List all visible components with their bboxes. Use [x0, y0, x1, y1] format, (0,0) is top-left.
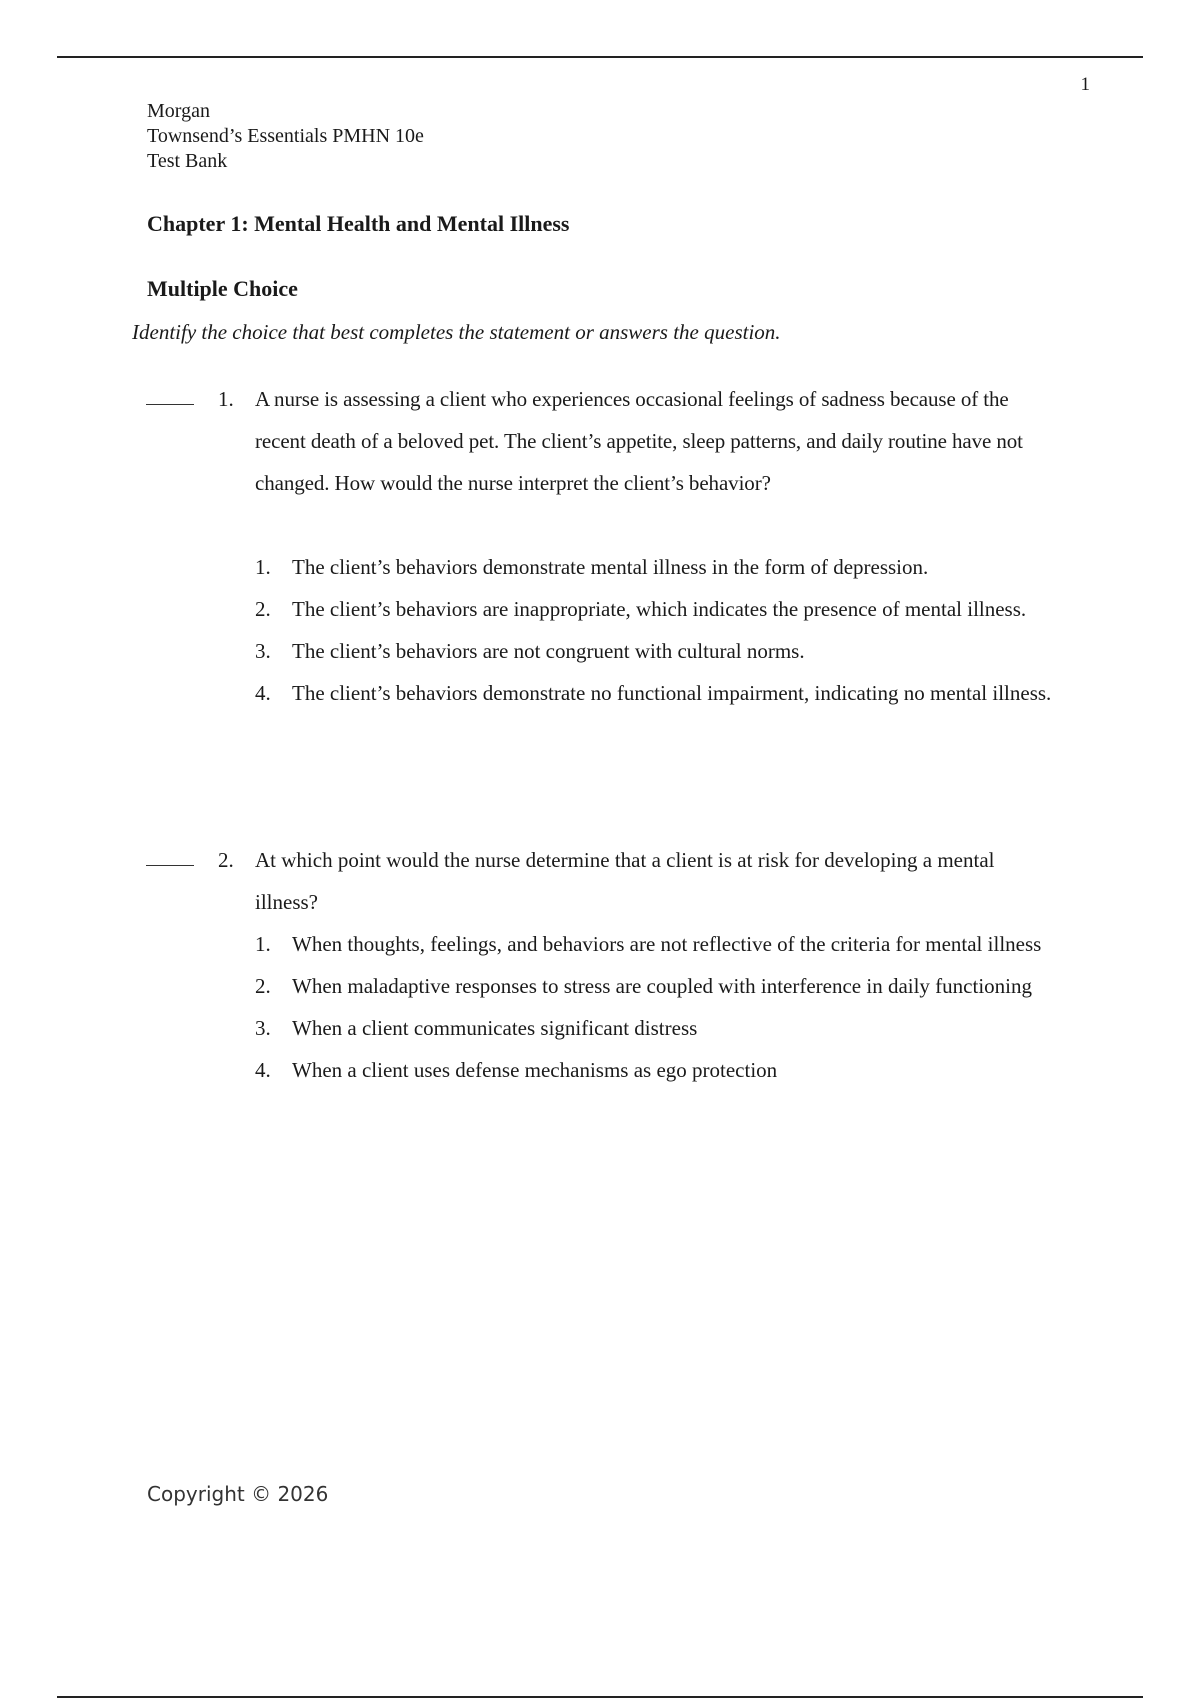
question-number: 2. — [218, 848, 234, 872]
option-number: 1. — [255, 932, 271, 956]
question-stem: A nurse is assessing a client who experiences occasional feelings of sadness because of the recent death of a beloved pet. The client’s appetite, sleep patterns, and daily routine have not changed. How would the nurse interpret the client’s behavior? — [255, 387, 1023, 495]
option-text: When maladaptive responses to stress are coupled with interference in daily functioning — [292, 974, 1033, 998]
page-number: 1 — [1080, 74, 1090, 95]
option-number: 4. — [255, 1058, 271, 1082]
option-text: The client’s behaviors are inappropriate, which indicates the presence of mental illness. — [292, 597, 1027, 621]
option-number: 1. — [255, 555, 271, 579]
answer-option — [255, 965, 1055, 1007]
option-text: When thoughts, feelings, and behaviors are not reflective of the criteria for mental illness — [292, 932, 1042, 956]
option-text: The client’s behaviors demonstrate no functional impairment, indicating no mental illness. — [292, 681, 1052, 705]
document-header — [147, 99, 424, 174]
answer-option — [255, 588, 1055, 630]
option-text: When a client uses defense mechanisms as ego protection — [292, 1058, 778, 1082]
top-rule — [57, 56, 1143, 58]
option-text: The client’s behaviors demonstrate mental illness in the form of depression. — [292, 555, 929, 579]
option-text: When a client communicates significant distress — [292, 1016, 698, 1040]
answer-options — [255, 546, 1055, 714]
option-number: 2. — [255, 597, 271, 621]
answer-options — [255, 923, 1055, 1091]
option-number: 2. — [255, 974, 271, 998]
bottom-rule — [57, 1696, 1143, 1698]
author-line: Morgan — [147, 100, 210, 122]
answer-option — [255, 630, 1055, 672]
answer-option — [255, 546, 1055, 588]
book-title-line: Townsend’s Essentials PMHN 10e — [147, 125, 424, 147]
section-title: Multiple Choice — [147, 276, 298, 301]
answer-option — [255, 923, 1055, 965]
question-number: 1. — [218, 387, 234, 411]
copyright-notice: Copyright © 2026 — [147, 1482, 329, 1506]
question-stem: At which point would the nurse determine that a client is at risk for developing a mental illness? — [255, 848, 995, 914]
instructions: Identify the choice that best completes the statement or answers the question. — [132, 320, 781, 344]
option-number: 3. — [255, 1016, 271, 1040]
answer-blank[interactable] — [146, 839, 194, 866]
option-text: The client’s behaviors are not congruent with cultural norms. — [292, 639, 805, 663]
document-type-line: Test Bank — [147, 150, 228, 172]
answer-option — [255, 672, 1055, 714]
chapter-title: Chapter 1: Mental Health and Mental Illness — [147, 211, 570, 236]
answer-blank[interactable] — [146, 378, 194, 405]
answer-option — [255, 1007, 1055, 1049]
option-number: 3. — [255, 639, 271, 663]
answer-option — [255, 1049, 1055, 1091]
option-number: 4. — [255, 681, 271, 705]
